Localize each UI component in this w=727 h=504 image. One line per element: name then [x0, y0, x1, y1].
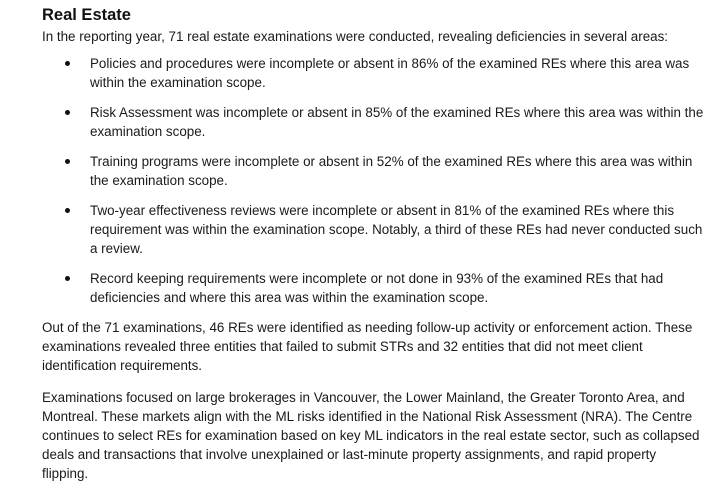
- followup-paragraph: Out of the 71 examinations, 46 REs were identified as needing follow-up activity or enforcement action. These examinations revealed three entities that failed to submit STRs and 32 entities that did not meet client identification requirements.: [42, 320, 693, 373]
- list-item: [42, 152, 704, 190]
- bullet-icon: [65, 61, 70, 66]
- bullet-icon: [65, 208, 70, 213]
- examination-focus-paragraph: Examinations focused on large brokerages in Vancouver, the Lower Mainland, the Greater Toronto Area, and Montreal. These markets align with the ML risks identified in the National Risk Assessment (NRA). The Centre continues to select REs for examination based on key ML indicators in the real estate sector, such as collapsed deals and transactions that involve unexplained or last-minute property assignments, and rapid property flipping.: [42, 390, 700, 481]
- list-item-text: Risk Assessment was incomplete or absent in 85% of the examined REs where this area was within the examination scope.: [90, 105, 704, 139]
- list-item: [42, 269, 704, 307]
- bullet-icon: [65, 110, 70, 115]
- list-item: [42, 201, 704, 258]
- bullet-icon: [65, 276, 70, 281]
- deficiency-list: [42, 54, 704, 307]
- intro-paragraph: In the reporting year, 71 real estate examinations were conducted, revealing deficiencies in several areas:: [42, 29, 668, 44]
- list-item-text: Policies and procedures were incomplete or absent in 86% of the examined REs where this area was within the examination scope.: [90, 56, 690, 90]
- list-item: [42, 103, 704, 141]
- list-item-text: Record keeping requirements were incomplete or not done in 93% of the examined REs that had deficiencies and where this area was within the examination scope.: [90, 271, 664, 305]
- section-heading: Real Estate: [42, 6, 131, 24]
- list-item-text: Two-year effectiveness reviews were incomplete or absent in 81% of the examined REs where this requirement was within the examination scope. Notably, a third of these REs had never conducted such a review.: [90, 203, 703, 256]
- list-item: [42, 54, 704, 92]
- document-page: [42, 4, 704, 483]
- list-item-text: Training programs were incomplete or absent in 52% of the examined REs where this area was within the examination scope.: [90, 154, 693, 188]
- bullet-icon: [65, 159, 70, 164]
